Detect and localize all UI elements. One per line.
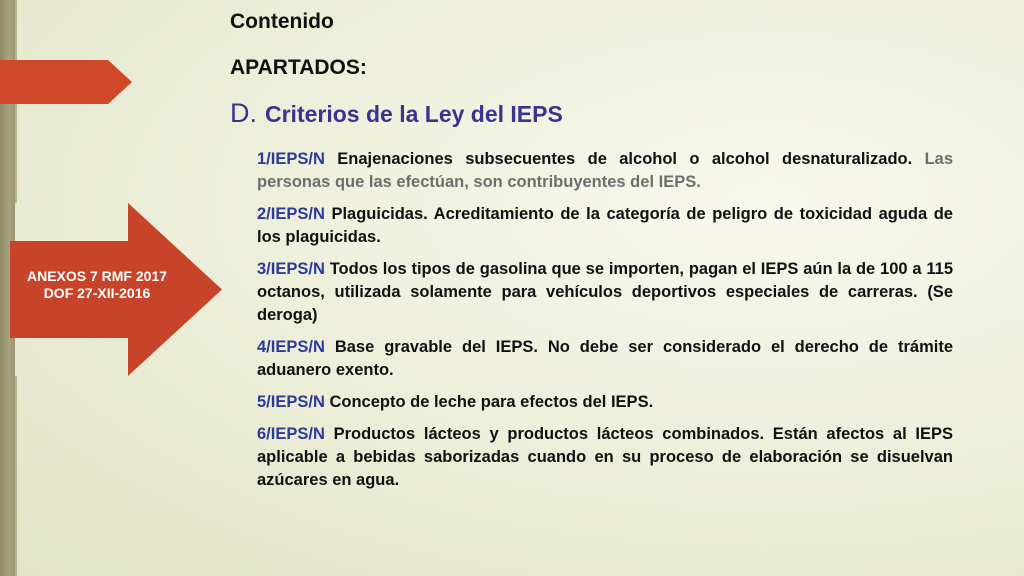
item-text: Concepto de leche para efectos del IEPS. xyxy=(329,393,654,411)
list-item xyxy=(257,148,953,194)
contenido-heading: Contenido xyxy=(230,10,334,33)
apartados-heading: APARTADOS: xyxy=(230,56,367,79)
decorative-line xyxy=(15,376,17,576)
item-text: Base gravable del IEPS. No debe ser considerado el derecho de trámite aduanero exento. xyxy=(257,338,953,379)
section-title-text: Criterios de la Ley del IEPS xyxy=(265,101,563,127)
list-item xyxy=(257,203,953,249)
item-text-note: Las personas que las efectúan, son contribuyentes del IEPS. xyxy=(257,150,954,191)
list-item xyxy=(257,336,953,382)
item-code: 3/IEPS/N xyxy=(257,260,325,278)
item-code: 1/IEPS/N xyxy=(257,150,325,168)
section-title xyxy=(230,98,563,129)
item-text: Plaguicidas. Acreditamiento de la categoría de peligro de toxicidad aguda de los plaguicidas. xyxy=(257,205,953,246)
decorative-line xyxy=(15,0,17,60)
section-letter: D. xyxy=(230,98,257,128)
item-text: Enajenaciones subsecuentes de alcohol o alcohol desnaturalizado xyxy=(337,150,908,168)
item-code: 4/IEPS/N xyxy=(257,338,325,356)
anexos-arrow-label: ANEXOS 7 RMF 2017 DOF 27-XII-2016 xyxy=(26,268,168,301)
list-item xyxy=(257,258,953,327)
item-code: 6/IEPS/N xyxy=(257,425,325,443)
decorative-line xyxy=(15,104,17,203)
criteria-list xyxy=(257,148,953,501)
item-text: Todos los tipos de gasolina que se importen, pagan el IEPS aún la de 100 a 115 octanos, utilizada solamente para vehículos deportivos especiales de carreras. (Se deroga) xyxy=(257,260,953,324)
top-arrow-shape xyxy=(0,60,132,104)
item-text: Productos lácteos y productos lácteos combinados. Están afectos al IEPS aplicable a bebidas saborizadas cuando en su proceso de elaboración se disuelvan azúcares en agua. xyxy=(257,425,953,489)
list-item xyxy=(257,423,953,492)
item-text-punct: . xyxy=(907,150,925,168)
item-code: 5/IEPS/N xyxy=(257,393,325,411)
list-item xyxy=(257,391,953,414)
item-code: 2/IEPS/N xyxy=(257,205,325,223)
